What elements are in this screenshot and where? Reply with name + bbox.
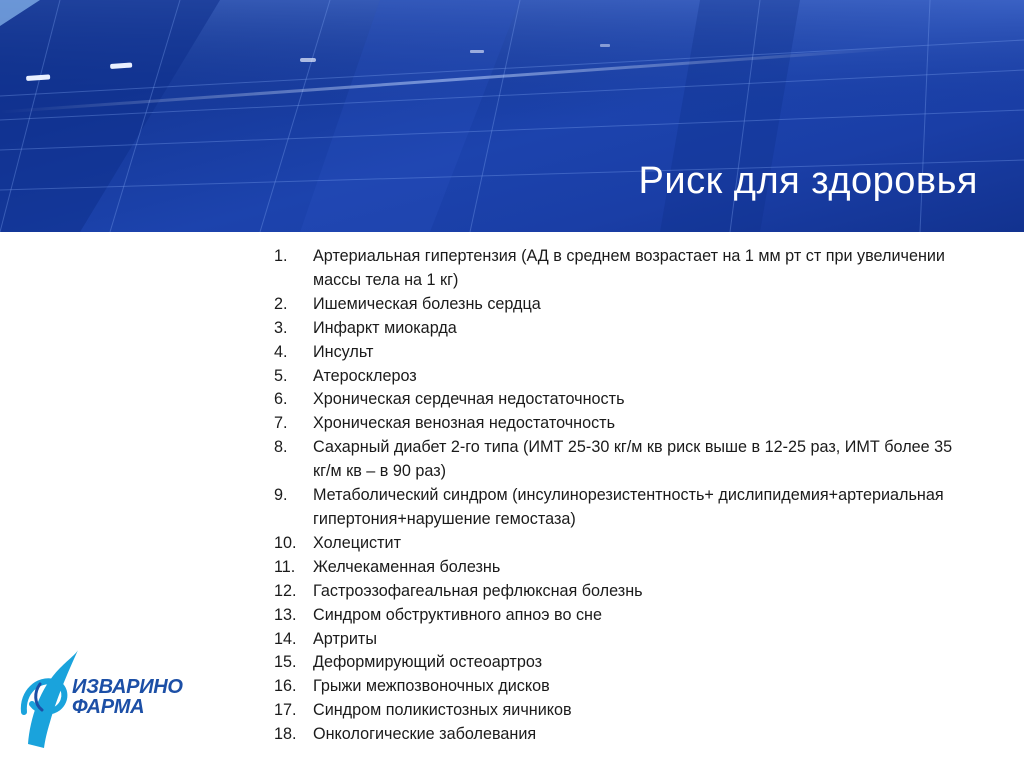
list-item-text: Сахарный диабет 2-го типа (ИМТ 25-30 кг/м кв риск выше в 12-25 раз, ИМТ более 35 кг/м кв – в 90 раз) xyxy=(313,438,953,481)
list-item-text: Метаболический синдром (инсулинорезистентность+ дислипидемия+артериальная гипертония+нарушение гемостаза) xyxy=(313,486,944,528)
list-item-text: Хроническая венозная недостаточность xyxy=(313,414,616,433)
list-item-number: 10. xyxy=(274,533,297,552)
list-item-number: 1. xyxy=(274,247,288,265)
list-item-number: 7. xyxy=(274,414,288,433)
list-item-text: Инсульт xyxy=(313,342,374,361)
list-item-number: 9. xyxy=(274,486,288,505)
list-item xyxy=(270,699,970,723)
list-item-number: 6. xyxy=(274,390,288,409)
list-item xyxy=(270,556,970,580)
list-item-number: 15. xyxy=(274,653,297,672)
list-item-number: 2. xyxy=(274,294,288,313)
list-item-text: Атеросклероз xyxy=(313,366,417,385)
list-item xyxy=(270,365,970,389)
list-item xyxy=(270,341,970,365)
list-item xyxy=(270,412,970,436)
izvarino-pharma-logo-icon xyxy=(20,648,78,752)
list-item-text: Желчекаменная болезнь xyxy=(313,557,501,576)
logo-text-line2: ФАРМА xyxy=(72,696,145,718)
list-item-number: 18. xyxy=(274,725,297,744)
list-item-number: 11. xyxy=(274,557,296,576)
list-item-number: 4. xyxy=(274,342,288,361)
list-item xyxy=(270,651,970,675)
list-item xyxy=(270,484,970,532)
list-item xyxy=(270,388,970,412)
list-item-text: Артериальная гипертензия (АД в среднем возрастает на 1 мм рт ст при увеличении массы тела на 1 кг) xyxy=(313,247,945,289)
logo-text-line1: ИЗВАРИНО xyxy=(72,676,183,698)
list-item-number: 16. xyxy=(274,677,297,696)
header-banner xyxy=(0,0,1024,232)
list-item xyxy=(270,675,970,699)
list-item-text: Грыжи межпозвоночных дисков xyxy=(313,677,550,696)
list-item xyxy=(270,245,970,293)
list-item-text: Онкологические заболевания xyxy=(313,725,537,744)
list-item-text: Инфаркт миокарда xyxy=(313,318,457,337)
list-item xyxy=(270,628,970,652)
list-item-text: Артриты xyxy=(313,629,377,648)
list-item xyxy=(270,532,970,556)
slide-title: Риск для здоровья xyxy=(638,160,978,202)
list-item xyxy=(270,317,970,341)
list-item-text: Ишемическая болезнь сердца xyxy=(313,294,541,313)
health-risk-list xyxy=(270,245,970,747)
list-item-number: 8. xyxy=(274,438,288,457)
list-item xyxy=(270,723,970,747)
company-logo xyxy=(20,648,210,752)
list-item-number: 12. xyxy=(274,581,297,600)
list-item-number: 5. xyxy=(274,366,288,385)
list-item-text: Деформирующий остеоартроз xyxy=(313,653,543,672)
list-item-number: 14. xyxy=(274,629,297,648)
list-item-text: Хроническая сердечная недостаточность xyxy=(313,390,625,409)
list-item-number: 17. xyxy=(274,701,297,720)
list-item xyxy=(270,436,970,484)
list-item-number: 13. xyxy=(274,605,297,624)
list-item-text: Холецистит xyxy=(313,533,401,552)
list-item xyxy=(270,293,970,317)
list-item-text: Синдром поликистозных яичников xyxy=(313,701,572,720)
list-item xyxy=(270,604,970,628)
list-item-number: 3. xyxy=(274,318,288,337)
list-item-text: Гастроэзофагеальная рефлюксная болезнь xyxy=(313,581,643,600)
list-item-text: Синдром обструктивного апноэ во сне xyxy=(313,605,602,624)
list-item xyxy=(270,580,970,604)
